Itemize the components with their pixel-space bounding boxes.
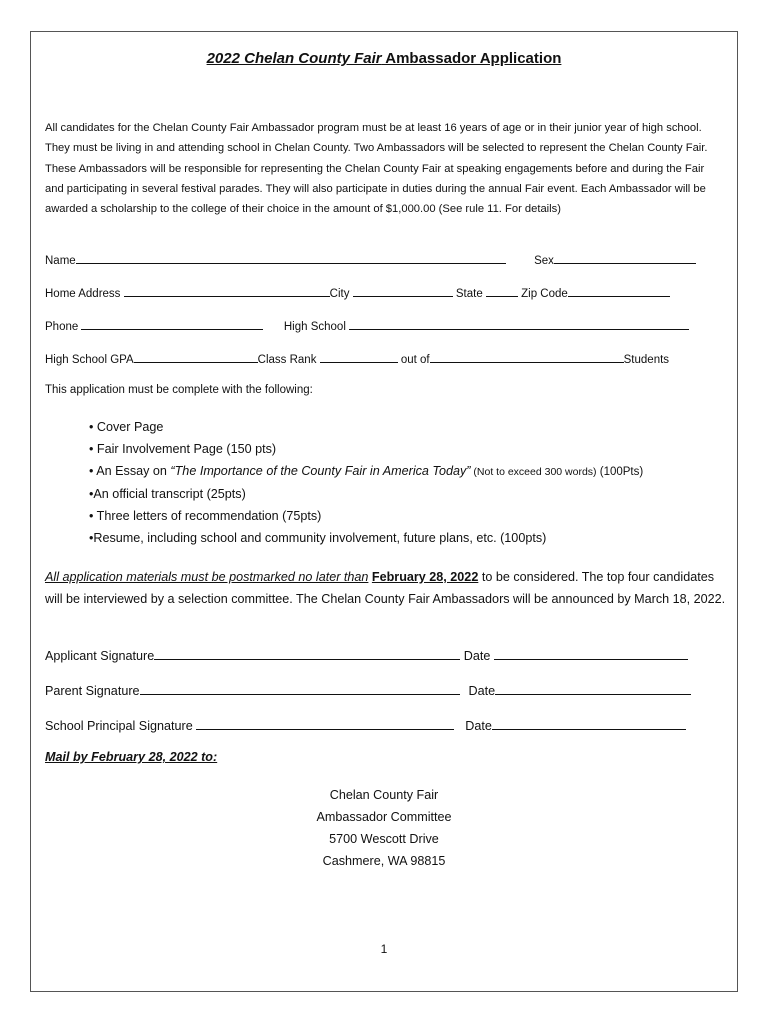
class-rank-label: Class Rank [257, 354, 317, 366]
students-label: Students [623, 354, 670, 366]
list-item: •An official transcript (25pts) [89, 487, 246, 501]
high-school-label: High School [283, 321, 346, 333]
list-item: • Cover Page [89, 420, 164, 434]
home-address-field[interactable] [124, 285, 330, 297]
date-label: Date [465, 719, 492, 733]
gpa-field[interactable] [134, 351, 258, 363]
deadline-italic: All application materials must be postmarked no later than [45, 570, 369, 584]
state-label: State [455, 288, 483, 300]
city-field[interactable] [353, 285, 453, 297]
essay-note: (Not to exceed 300 words) [470, 466, 597, 478]
list-item: • Three letters of recommendation (75pts) [89, 509, 322, 523]
address-line: Cashmere, WA 98815 [322, 854, 446, 868]
home-address-label: Home Address [45, 288, 121, 300]
list-item [89, 460, 643, 483]
principal-signature-row [45, 718, 686, 733]
parent-signature-field[interactable] [140, 683, 460, 695]
zip-label: Zip Code [521, 288, 568, 300]
parent-signature-label: Parent Signature [45, 684, 140, 698]
requirements-intro: This application must be complete with the following: [45, 384, 313, 396]
gpa-row [45, 351, 669, 366]
page-title [31, 50, 737, 67]
address-line: 5700 Wescott Drive [329, 832, 439, 846]
mailing-address [31, 784, 737, 872]
phone-field[interactable] [81, 318, 263, 330]
principal-date-field[interactable] [492, 718, 686, 730]
principal-signature-label: School Principal Signature [45, 719, 193, 733]
out-of-label: out of [400, 354, 430, 366]
phone-label: Phone [45, 321, 79, 333]
document-page [30, 31, 738, 992]
applicant-signature-row [45, 648, 688, 663]
applicant-date-field[interactable] [494, 648, 688, 660]
high-school-field[interactable] [349, 318, 689, 330]
address-line: Ambassador Committee [316, 810, 452, 824]
requirements-list [89, 416, 643, 549]
state-field[interactable] [486, 285, 518, 297]
deadline-paragraph [45, 566, 729, 610]
applicant-signature-label: Applicant Signature [45, 649, 155, 663]
phone-row [45, 318, 689, 333]
parent-date-field[interactable] [495, 683, 691, 695]
sex-field[interactable] [554, 252, 696, 264]
city-label: City [329, 288, 350, 300]
essay-points: (100Pts) [596, 466, 644, 478]
zip-field[interactable] [568, 285, 670, 297]
deadline-rest: to be considered. The top four candidates will be interviewed by a selection committee. The Chelan County Fair Ambassadors will be announced by March 18, 2022. [45, 570, 726, 606]
principal-signature-field[interactable] [196, 718, 454, 730]
title-italic: 2022 Chelan County Fair [206, 50, 382, 67]
essay-title: “The Importance of the County Fair in America Today” [170, 464, 471, 478]
sex-label: Sex [534, 255, 554, 267]
page-number: 1 [380, 942, 388, 956]
gpa-label: High School GPA [45, 354, 134, 366]
parent-signature-row [45, 683, 691, 698]
list-item: • Fair Involvement Page (150 pts) [89, 442, 277, 456]
deadline-date: February 28, 2022 [371, 570, 479, 584]
list-item: •Resume, including school and community involvement, future plans, etc. (100pts) [89, 531, 547, 545]
address-line: Chelan County Fair [329, 788, 439, 802]
title-rest: Ambassador Application [381, 50, 562, 67]
name-label: Name [45, 255, 76, 267]
date-label: Date [463, 649, 491, 663]
applicant-signature-field[interactable] [154, 648, 460, 660]
name-row [45, 252, 696, 267]
date-label: Date [468, 684, 496, 698]
out-of-field[interactable] [430, 351, 624, 363]
name-field[interactable] [76, 252, 506, 264]
intro-paragraph: All candidates for the Chelan County Fair Ambassador program must be at least 16 years of age or in their junior year of high school. They must be living in and attending school in Chelan County. Two Ambassadors will be selected to represent the Chelan County Fair. These Ambassadors will be responsible for representing the Chelan County Fair at speaking engagements before and during the Fair and participating in several festival parades. They will also participate in duties during the annual Fair event. Each Ambassador will be awarded a scholarship to the college of their choice in the amount of $1,000.00 (See rule 11. For details) [45, 122, 708, 216]
essay-prefix: • An Essay on [89, 464, 171, 478]
address-row [45, 285, 670, 300]
mail-heading: Mail by February 28, 2022 to: [45, 750, 218, 764]
class-rank-field[interactable] [320, 351, 398, 363]
